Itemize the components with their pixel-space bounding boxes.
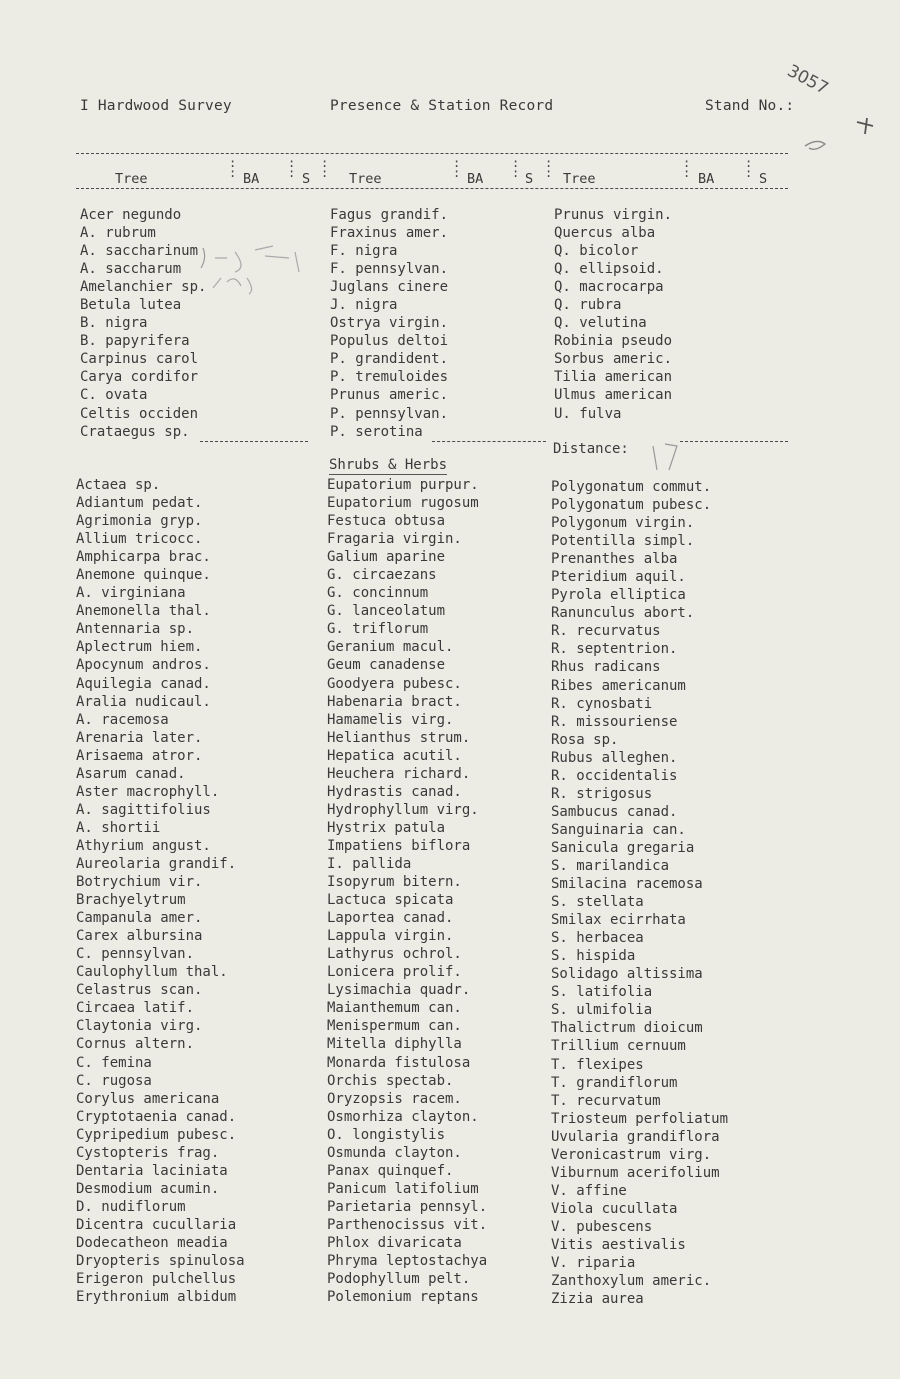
species-name: Anemone quinque. — [76, 567, 211, 584]
species-name: Prunus americ. — [330, 387, 449, 404]
species-name: Q. macrocarpa — [554, 279, 664, 296]
species-name: Polygonum virgin. — [551, 515, 695, 532]
handwritten-pencil-notes — [195, 238, 315, 298]
species-name: Sanicula gregaria — [551, 839, 695, 856]
species-name: Carpinus carol — [80, 351, 199, 368]
species-name: Veronicastrum virg. — [551, 1146, 712, 1163]
species-name: Phryma leptostachya — [327, 1253, 488, 1270]
species-name: A. saccharinum — [80, 243, 199, 260]
species-name: Trillium cernuum — [551, 1038, 686, 1055]
species-name: Agrimonia gryp. — [76, 513, 203, 530]
species-name: S. ulmifolia — [551, 1002, 653, 1019]
species-name: Q. bicolor — [554, 243, 639, 260]
species-name: A. sagittifolius — [76, 801, 211, 818]
species-name: A. shortii — [76, 819, 161, 836]
species-name: Lonicera prolif. — [327, 964, 462, 981]
species-name: Mitella diphylla — [327, 1036, 462, 1053]
tree-column-header-3: Tree — [563, 171, 596, 187]
species-name: Sambucus canad. — [551, 803, 678, 820]
handwritten-marks — [795, 108, 885, 158]
species-name: Viola cucullata — [551, 1200, 678, 1217]
species-name: Claytonia virg. — [76, 1018, 203, 1035]
species-name: Eupatorium rugosum — [327, 495, 479, 512]
species-name: Desmodium acumin. — [76, 1180, 220, 1197]
species-name: Caulophyllum thal. — [76, 964, 228, 981]
species-name: Lappula virgin. — [327, 928, 454, 945]
tree-section-rule-a — [200, 441, 308, 442]
species-name: Rhus radicans — [551, 659, 661, 676]
species-name: A. racemosa — [76, 711, 169, 728]
colon-sep: : : — [453, 156, 461, 180]
species-name: Solidago altissima — [551, 966, 703, 983]
colon-sep: : : — [229, 156, 237, 180]
ba-column-header-2: BA — [467, 171, 484, 187]
species-name: Prenanthes alba — [551, 551, 678, 568]
species-name: Robinia pseudo — [554, 333, 673, 350]
species-name: Dryopteris spinulosa — [76, 1253, 245, 1270]
species-name: Aralia nudicaul. — [76, 693, 211, 710]
species-name: Dodecatheon meadia — [76, 1234, 228, 1251]
species-name: Cypripedium pubesc. — [76, 1126, 237, 1143]
column-header-rule — [76, 188, 788, 189]
species-name: Athyrium angust. — [76, 837, 211, 854]
species-name: Panax quinquef. — [327, 1162, 454, 1179]
species-name: Vitis aestivalis — [551, 1236, 686, 1253]
species-name: Geranium macul. — [327, 639, 454, 656]
species-name: Ostrya virgin. — [330, 315, 449, 332]
species-name: Crataegus sp. — [80, 423, 190, 440]
species-name: P. grandident. — [330, 351, 449, 368]
species-name: Brachyelytrum — [76, 892, 186, 909]
species-name: Aster macrophyll. — [76, 783, 220, 800]
species-name: Juglans cinere — [330, 279, 449, 296]
handwritten-distance-mark — [645, 440, 695, 476]
species-name: Eupatorium purpur. — [327, 477, 479, 493]
species-name: R. missouriense — [551, 713, 678, 730]
species-name: C. ovata — [80, 387, 148, 404]
species-name: Fagus grandif. — [330, 207, 449, 223]
species-name: Betula lutea — [80, 297, 182, 314]
species-name: U. fulva — [554, 405, 622, 422]
species-name: Adiantum pedat. — [76, 495, 203, 512]
species-name: Cryptotaenia canad. — [76, 1108, 237, 1125]
tree-section-rule-c — [680, 441, 788, 442]
species-name: Zizia aurea — [551, 1291, 644, 1308]
species-name: Habenaria bract. — [327, 693, 462, 710]
species-name: P. pennsylvan. — [330, 405, 449, 422]
species-name: Oryzopsis racem. — [327, 1090, 462, 1107]
species-name: Actaea sp. — [76, 477, 161, 493]
species-name: Helianthus strum. — [327, 729, 471, 746]
colon-sep: : : — [512, 156, 520, 180]
species-name: Orchis spectab. — [327, 1072, 454, 1089]
species-name: Prunus virgin. — [554, 207, 673, 223]
species-name: Aplectrum hiem. — [76, 639, 203, 656]
species-name: Hydrastis canad. — [327, 783, 462, 800]
species-name: Lathyrus ochrol. — [327, 946, 462, 963]
species-name: R. occidentalis — [551, 767, 678, 784]
species-name: R. recurvatus — [551, 623, 661, 640]
species-name: S. hispida — [551, 948, 636, 965]
species-name: Sorbus americ. — [554, 351, 673, 368]
species-name: Carex albursina — [76, 928, 203, 945]
species-name: Carya cordifor — [80, 369, 199, 386]
species-name: Monarda fistulosa — [327, 1054, 471, 1071]
species-name: Quercus alba — [554, 225, 656, 242]
species-name: Arisaema atror. — [76, 747, 203, 764]
tree-column-header-2: Tree — [349, 171, 382, 187]
species-name: Lactuca spicata — [327, 892, 454, 909]
species-name: Q. rubra — [554, 297, 622, 314]
species-name: Parthenocissus vit. — [327, 1216, 488, 1233]
species-name: Rosa sp. — [551, 731, 619, 748]
herb-list-col3 — [551, 478, 728, 1308]
stand-label: Stand No.: — [705, 98, 795, 114]
species-name: Zanthoxylum americ. — [551, 1273, 712, 1290]
species-name: Phlox divaricata — [327, 1234, 462, 1251]
tree-list-col2 — [330, 206, 448, 441]
colon-sep: : : — [683, 156, 691, 180]
species-name: F. nigra — [330, 243, 398, 260]
species-name: Dentaria laciniata — [76, 1162, 228, 1179]
species-name: G. lanceolatum — [327, 603, 446, 620]
species-name: Amphicarpa brac. — [76, 549, 211, 566]
species-name: Pyrola elliptica — [551, 587, 686, 604]
species-name: Populus deltoi — [330, 333, 449, 350]
species-name: Aureolaria grandif. — [76, 855, 237, 872]
tree-column-header-1: Tree — [115, 171, 148, 187]
species-name: Celtis occiden — [80, 405, 199, 422]
species-name: Potentilla simpl. — [551, 533, 695, 550]
species-name: A. virginiana — [76, 585, 186, 602]
species-name: Apocynum andros. — [76, 657, 211, 674]
species-name: Polemonium reptans — [327, 1289, 479, 1306]
species-name: G. triflorum — [327, 621, 429, 638]
species-name: Hamamelis virg. — [327, 711, 454, 728]
species-name: Dicentra cucullaria — [76, 1216, 237, 1233]
species-name: Erigeron pulchellus — [76, 1271, 237, 1288]
species-name: Arenaria later. — [76, 729, 203, 746]
species-name: Heuchera richard. — [327, 765, 471, 782]
species-name: Isopyrum bitern. — [327, 874, 462, 891]
species-name: Acer negundo — [80, 207, 182, 223]
species-name: R. cynosbati — [551, 695, 653, 712]
species-name: C. pennsylvan. — [76, 946, 195, 963]
species-name: Ribes americanum — [551, 677, 686, 694]
species-name: P. serotina — [330, 423, 423, 440]
s-column-header-2: S — [525, 171, 534, 187]
species-name: S. latifolia — [551, 984, 653, 1001]
species-name: V. affine — [551, 1182, 627, 1199]
species-name: Smilax ecirrhata — [551, 912, 686, 929]
s-column-header-3: S — [759, 171, 768, 187]
species-name: Cornus altern. — [76, 1036, 195, 1053]
species-name: J. nigra — [330, 297, 398, 314]
colon-sep: : : — [288, 156, 296, 180]
colon-sep: : : — [321, 156, 329, 180]
stand-number-handwritten: 3057 — [783, 61, 832, 99]
species-name: Rubus alleghen. — [551, 749, 678, 766]
ba-column-header-1: BA — [243, 171, 260, 187]
species-name: Thalictrum dioicum — [551, 1020, 703, 1037]
species-name: V. pubescens — [551, 1218, 653, 1235]
species-name: T. grandiflorum — [551, 1074, 678, 1091]
species-name: Osmorhiza clayton. — [327, 1108, 479, 1125]
ba-column-header-3: BA — [698, 171, 715, 187]
species-name: B. papyrifera — [80, 333, 190, 350]
species-name: Anemonella thal. — [76, 603, 211, 620]
species-name: B. nigra — [80, 315, 148, 332]
species-name: P. tremuloides — [330, 369, 449, 386]
tree-list-col3 — [554, 206, 672, 423]
species-name: Podophyllum pelt. — [327, 1271, 471, 1288]
survey-title: I Hardwood Survey — [80, 98, 232, 114]
species-name: Impatiens biflora — [327, 837, 471, 854]
species-name: R. septentrion. — [551, 641, 678, 658]
species-name: C. femina — [76, 1054, 152, 1071]
herb-list-col2 — [327, 476, 487, 1306]
species-name: T. recurvatum — [551, 1092, 661, 1109]
species-name: Ranunculus abort. — [551, 605, 695, 622]
species-name: Panicum latifolium — [327, 1180, 479, 1197]
species-name: I. pallida — [327, 855, 412, 872]
species-name: Cystopteris frag. — [76, 1144, 220, 1161]
species-name: C. rugosa — [76, 1072, 152, 1089]
species-name: Campanula amer. — [76, 910, 203, 927]
species-name: V. riparia — [551, 1255, 636, 1272]
species-name: S. herbacea — [551, 930, 644, 947]
species-name: A. saccharum — [80, 261, 182, 278]
species-name: Hydrophyllum virg. — [327, 801, 479, 818]
species-name: Antennaria sp. — [76, 621, 195, 638]
colon-sep: : : — [545, 156, 553, 180]
species-name: Galium aparine — [327, 549, 446, 566]
species-name: Fraxinus amer. — [330, 225, 449, 242]
species-name: Sanguinaria can. — [551, 821, 686, 838]
species-name: Goodyera pubesc. — [327, 675, 462, 692]
shrubs-herbs-heading: Shrubs & Herbs — [329, 457, 448, 473]
species-name: Maianthemum can. — [327, 1000, 462, 1017]
species-name: Hepatica acutil. — [327, 747, 462, 764]
species-name: Q. velutina — [554, 315, 647, 332]
s-column-header-1: S — [302, 171, 311, 187]
species-name: Circaea latif. — [76, 1000, 195, 1017]
species-name: Geum canadense — [327, 657, 446, 674]
species-name: Parietaria pennsyl. — [327, 1198, 488, 1215]
species-name: G. circaezans — [327, 567, 437, 584]
species-name: Polygonatum commut. — [551, 479, 712, 495]
species-name: Allium tricocc. — [76, 531, 203, 548]
species-name: Pteridium aquil. — [551, 569, 686, 586]
species-name: Corylus americana — [76, 1090, 220, 1107]
species-name: G. concinnum — [327, 585, 429, 602]
species-name: R. strigosus — [551, 785, 653, 802]
tree-list-col1 — [80, 206, 206, 441]
species-name: Polygonatum pubesc. — [551, 497, 712, 514]
species-name: Smilacina racemosa — [551, 876, 703, 893]
distance-label: Distance: — [553, 441, 629, 457]
species-name: S. marilandica — [551, 857, 670, 874]
header-rule — [76, 153, 788, 154]
species-name: T. flexipes — [551, 1056, 644, 1073]
species-name: Festuca obtusa — [327, 513, 446, 530]
species-name: Hystrix patula — [327, 819, 446, 836]
species-name: Menispermum can. — [327, 1018, 462, 1035]
record-title: Presence & Station Record — [330, 98, 554, 114]
species-name: Viburnum acerifolium — [551, 1164, 720, 1181]
species-name: O. longistylis — [327, 1126, 446, 1143]
species-name: Aquilegia canad. — [76, 675, 211, 692]
species-name: Asarum canad. — [76, 765, 186, 782]
species-name: Laportea canad. — [327, 910, 454, 927]
herb-list-col1 — [76, 476, 245, 1306]
tree-section-rule-b — [432, 441, 546, 442]
species-name: Fragaria virgin. — [327, 531, 462, 548]
species-name: Ulmus american — [554, 387, 673, 404]
species-name: Celastrus scan. — [76, 982, 203, 999]
colon-sep: : : — [745, 156, 753, 180]
species-name: Osmunda clayton. — [327, 1144, 462, 1161]
species-name: Lysimachia quadr. — [327, 982, 471, 999]
species-name: Tilia american — [554, 369, 673, 386]
species-name: Amelanchier sp. — [80, 279, 207, 296]
species-name: Erythronium albidum — [76, 1289, 237, 1306]
species-name: Q. ellipsoid. — [554, 261, 664, 278]
species-name: S. stellata — [551, 894, 644, 911]
species-name: Botrychium vir. — [76, 874, 203, 891]
species-name: F. pennsylvan. — [330, 261, 449, 278]
species-name: A. rubrum — [80, 225, 156, 242]
species-name: Triosteum perfoliatum — [551, 1110, 729, 1127]
species-name: Uvularia grandiflora — [551, 1128, 720, 1145]
species-name: D. nudiflorum — [76, 1198, 186, 1215]
